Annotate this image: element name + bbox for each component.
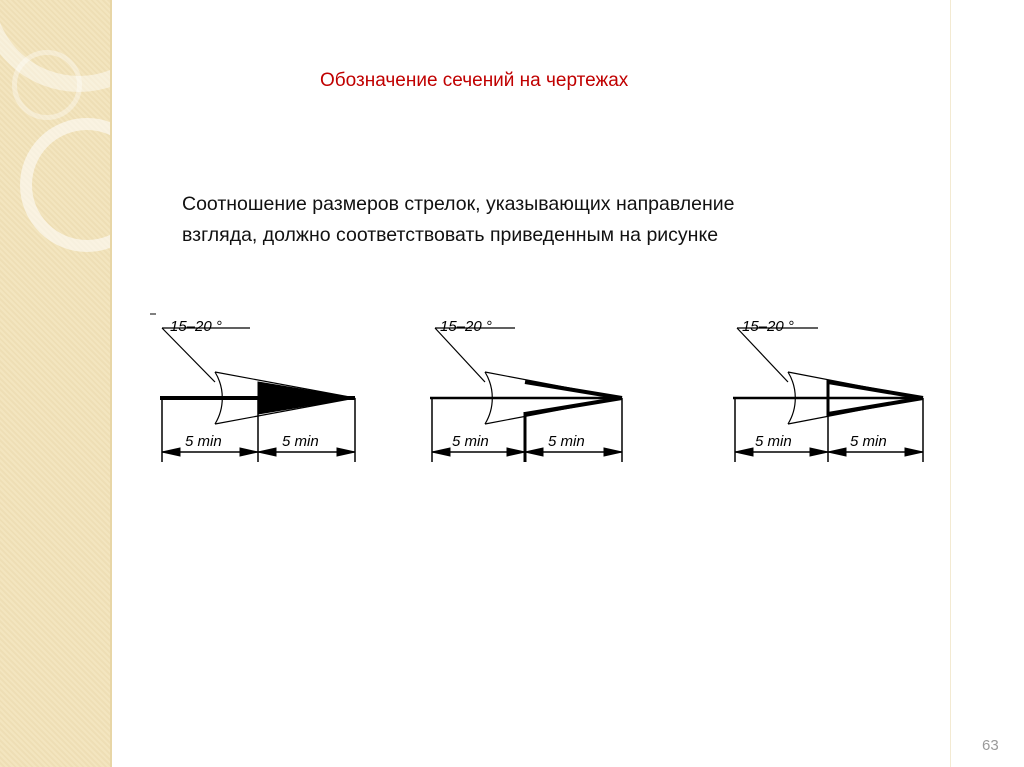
angle-label: 15–20 ° — [440, 318, 492, 335]
slide-body-text — [182, 189, 882, 251]
page-number: 63 — [982, 737, 999, 754]
body-text-line: взгляда, должно соответствовать приведенным на рисунке — [182, 224, 719, 246]
angle-label: 15–20 ° — [170, 318, 222, 335]
dimension-label: 5 min — [185, 433, 222, 450]
side-divider — [110, 0, 112, 767]
dimension-label: 5 min — [755, 433, 792, 450]
dimension-label: 5 min — [282, 433, 319, 450]
slide-title: Обозначение сечений на чертежах — [320, 70, 629, 91]
arrow-figure-solid — [150, 314, 355, 462]
decorative-side-panel — [0, 0, 110, 767]
body-text-line: Соотношение размеров стрелок, указывающих направление — [182, 193, 735, 215]
dimension-label: 5 min — [548, 433, 585, 450]
decorative-ring-icon — [20, 118, 154, 252]
dimension-label: 5 min — [850, 433, 887, 450]
dimension-label: 5 min — [452, 433, 489, 450]
right-divider — [950, 0, 951, 767]
angle-label: 15–20 ° — [742, 318, 794, 335]
arrow-drawings — [140, 300, 940, 470]
arrow-drawings-svg — [140, 300, 940, 470]
decorative-ring-icon — [12, 50, 82, 120]
